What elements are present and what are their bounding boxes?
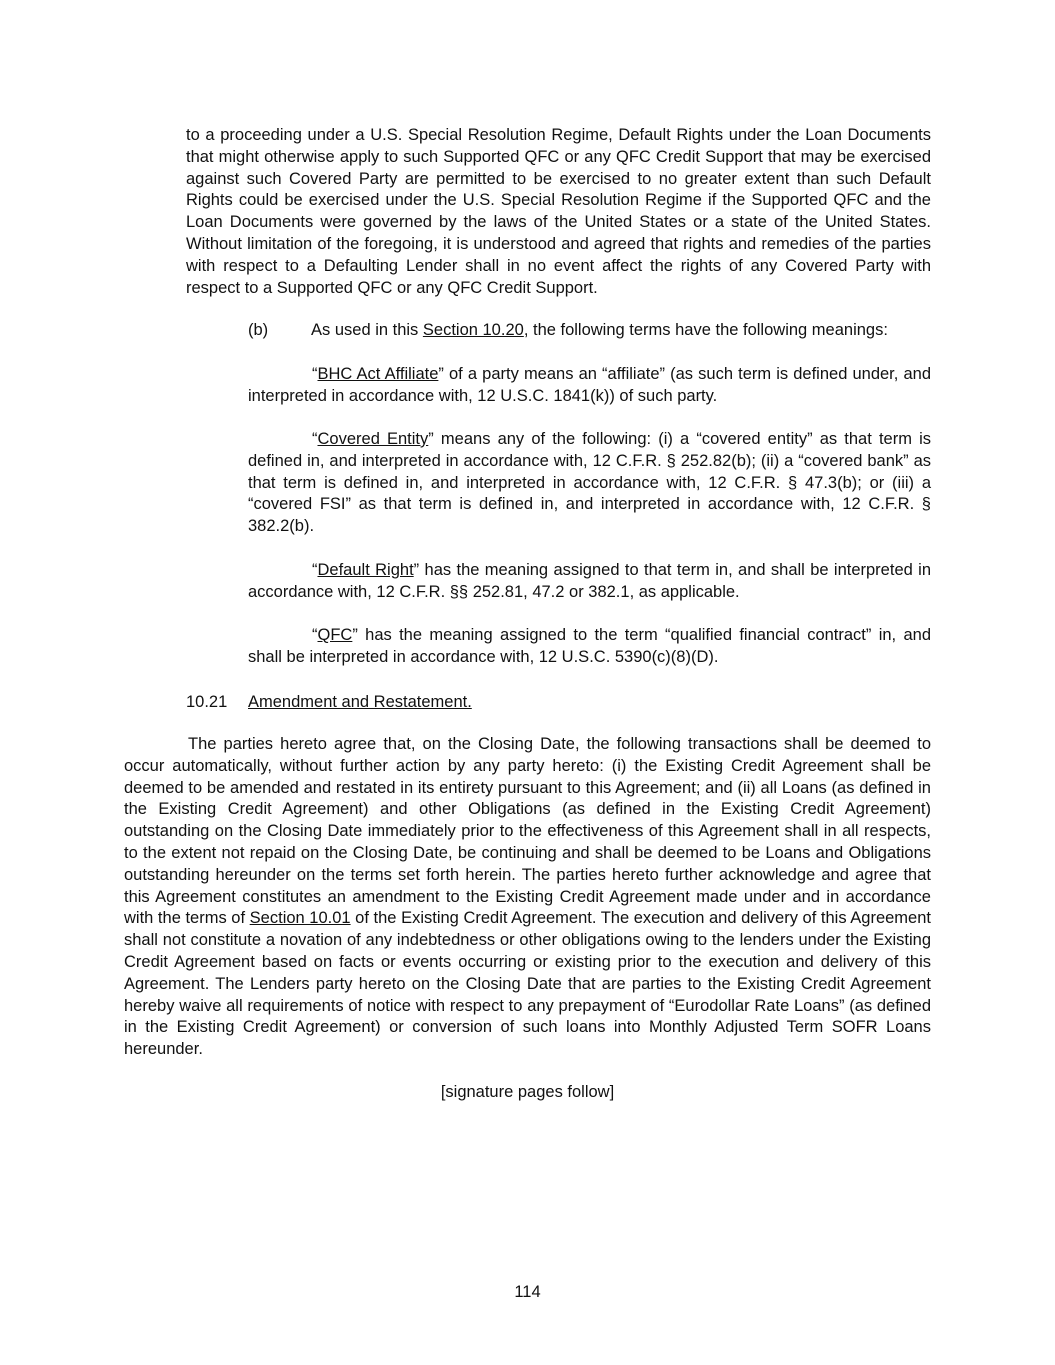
definition-text: means any of the following: (i) a “covered entity” as that term is defined in, and interpreted in accordance with, 12 C.F.R. § 252.82(b); (ii) a “covered bank” as that term is defined in, and interpreted in accordance with, 12 C.F.R. § 47.3(b); or (iii) a “covered FSI” as that term is defined in, and interpreted in accordance with, 12 C.F.R. § 382.2(b). [248,430,932,536]
definition-close-quote: ” [428,430,434,448]
definition-term: Covered Entity [317,430,429,448]
section-heading: Amendment and Restatement. [248,693,472,711]
clause-b-pre: As used in this [311,321,423,339]
definition-bhc-act-affiliate [248,364,931,408]
definition-close-quote: ” [438,365,444,383]
section-number: 10.21 [186,693,228,711]
definition-text: of a party means an “affiliate” (as such term is defined under, and interpreted in accordance with, 12 U.S.C. 1841(k)) of such party. [248,365,931,405]
definition-term: QFC [317,626,353,644]
definition-open-quote: “ [312,430,318,448]
section-10-20-link: Section 10.20 [422,321,524,339]
clause-b-text [311,320,931,342]
section-10-01-link: Section 10.01 [249,909,351,928]
clause-b-label: (b) [248,321,269,339]
definition-open-quote: “ [312,365,318,383]
definition-default-right [248,560,931,604]
definition-qfc [248,625,931,669]
signature-pages-note: [signature pages follow] [440,1083,615,1101]
definition-text: has the meaning assigned to that term in, and shall be interpreted in accordance with, 12 C.F.R. §§ 252.81, 47.2 or 382.1, as applicable. [248,561,931,601]
definition-open-quote: “ [312,626,318,644]
definition-text: has the meaning assigned to the term “qualified financial contract” in, and shall be interpreted in accordance with, 12 U.S.C. 5390(c)(8)(D). [248,626,931,666]
page-number: 114 [514,1283,541,1301]
definition-open-quote: “ [312,561,318,579]
paragraph-amendment [124,734,931,1061]
clause-b-post: , the following terms have the following meanings: [523,321,888,339]
definition-close-quote: ” [413,561,420,579]
paragraph-continuation: to a proceeding under a U.S. Special Resolution Regime, Default Rights under the Loan Documents that might otherwise apply to such Supported QFC or any QFC Credit Support that may be exercised against such Covered Party are permitted to be exercised to no greater extent than such Default Rights could be exercised under the U.S. Special Resolution Regime if the Supported QFC and the Loan Documents were governed by the laws of the United States or a state of the United States. Without limitation of the foregoing, it is understood and agreed that rights and remedies of the parties with respect to a Defaulting Lender shall in no event affect the rights of any Covered Party with respect to a Supported QFC or any QFC Credit Support. [186,126,931,297]
definition-term: Default Right [317,561,414,579]
definition-covered-entity [248,429,931,538]
definition-close-quote: ” [352,626,358,644]
amendment-text-pre: The parties hereto agree that, on the Closing Date, the following transactions shall be deemed to occur automatically, without further action by any party hereto: (i) the Existing Credit Agreement shall be deemed to be amended and restated in its entirety pursuant to this Agreement; and (ii) all Loans (as defined in the Existing Credit Agreement) and other Obligations (as defined in the Existing Credit Agreement) outstanding on the Closing Date immediately prior to the effectiveness of this Agreement shall in all respects, to the extent not repaid on the Closing Date, be continuing and shall be deemed to be Loans and Obligations outstanding hereunder on the terms set forth herein. The parties hereto further acknowledge and agree that this Agreement constitutes an amendment to the Existing Credit Agreement made under and in accordance with the terms of [124,735,931,928]
definition-term: BHC Act Affiliate [317,365,439,383]
amendment-text-post: of the Existing Credit Agreement. The execution and delivery of this Agreement shall not constitute a novation of any indebtedness or other obligations owing to the lenders under the Existing Credit Agreement based on facts or events occurring or existing prior to the execution and delivery of this Agreement. The Lenders party hereto on the Closing Date that are parties to the Existing Credit Agreement hereby waive all requirements of notice with respect to any prepayment of “Eurodollar Rate Loans” (as defined in the Existing Credit Agreement) or conversion of such loans into Monthly Adjusted Term SOFR Loans hereunder. [124,909,931,1059]
